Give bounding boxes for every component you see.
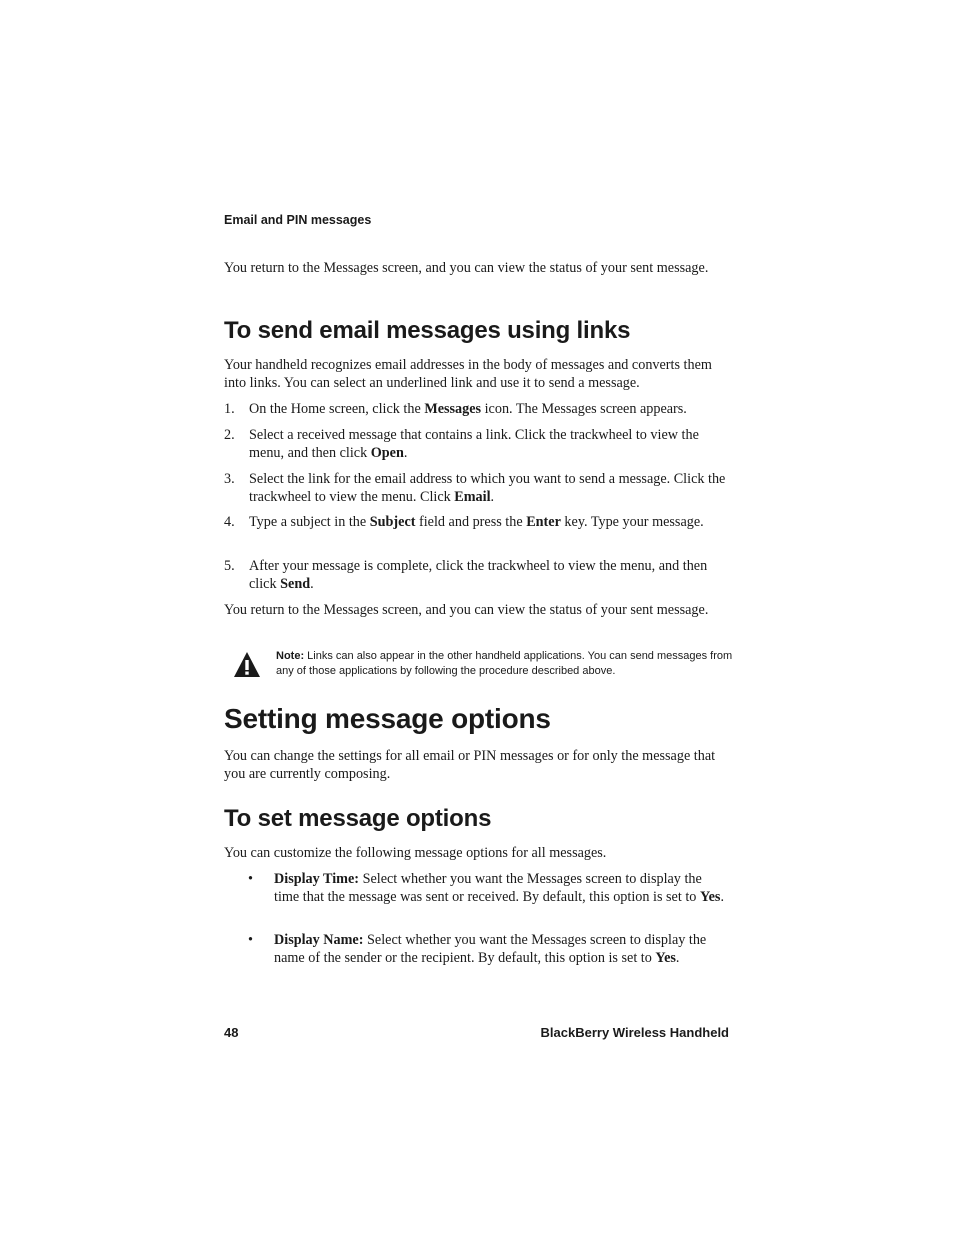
links-result: You return to the Messages screen, and you can view the status of your sent message. — [224, 602, 709, 618]
step-number: 2. — [224, 427, 235, 443]
step-number: 3. — [224, 471, 235, 487]
bullet-dot: • — [248, 932, 253, 948]
step-text: After your message is complete, click the trackwheel to view the menu, and then click Send. — [249, 558, 708, 592]
running-header: Email and PIN messages — [224, 213, 372, 227]
links-description: Your handheld recognizes email addresses in the body of messages and converts them into links. You can select an underlined link and use it to send a message. — [224, 357, 712, 391]
intro-paragraph: You return to the Messages screen, and you can view the status of your sent message. — [224, 260, 709, 276]
step-text: Select the link for the email address to which you want to send a message. Click the trackwheel to view the menu. Click Email. — [249, 471, 726, 505]
step-text: On the Home screen, click the Messages icon. The Messages screen appears. — [249, 401, 687, 417]
step-text: Select a received message that contains a link. Click the trackwheel to view the menu, and then click Open. — [249, 427, 699, 461]
warning-icon — [233, 651, 261, 679]
bullet-text: Display Time: Select whether you want the Messages screen to display the time that the message was sent or received. By default, this option is set to Yes. — [274, 871, 724, 905]
step-text: Type a subject in the Subject field and press the Enter key. Type your message. — [249, 514, 704, 530]
step-number: 1. — [224, 401, 235, 417]
options-heading: Setting message options — [224, 703, 551, 734]
note-text: Note: Links can also appear in the other handheld applications. You can send messages from any of those applications by following the procedure described above. — [276, 650, 733, 677]
set-options-heading: To set message options — [224, 805, 492, 832]
bullet-dot: • — [248, 871, 253, 887]
footer-title: BlackBerry Wireless Handheld — [540, 1025, 729, 1040]
options-description: You can change the settings for all email or PIN messages or for only the message that you are currently composing. — [224, 748, 716, 782]
bullet-text: Display Name: Select whether you want the Messages screen to display the name of the sender or the recipient. By default, this option is set to Yes. — [274, 932, 707, 966]
set-options-description: You can customize the following message options for all messages. — [224, 845, 607, 861]
step-number: 5. — [224, 558, 235, 574]
step-number: 4. — [224, 514, 235, 530]
page-number: 48 — [224, 1025, 239, 1040]
links-heading: To send email messages using links — [224, 317, 631, 344]
